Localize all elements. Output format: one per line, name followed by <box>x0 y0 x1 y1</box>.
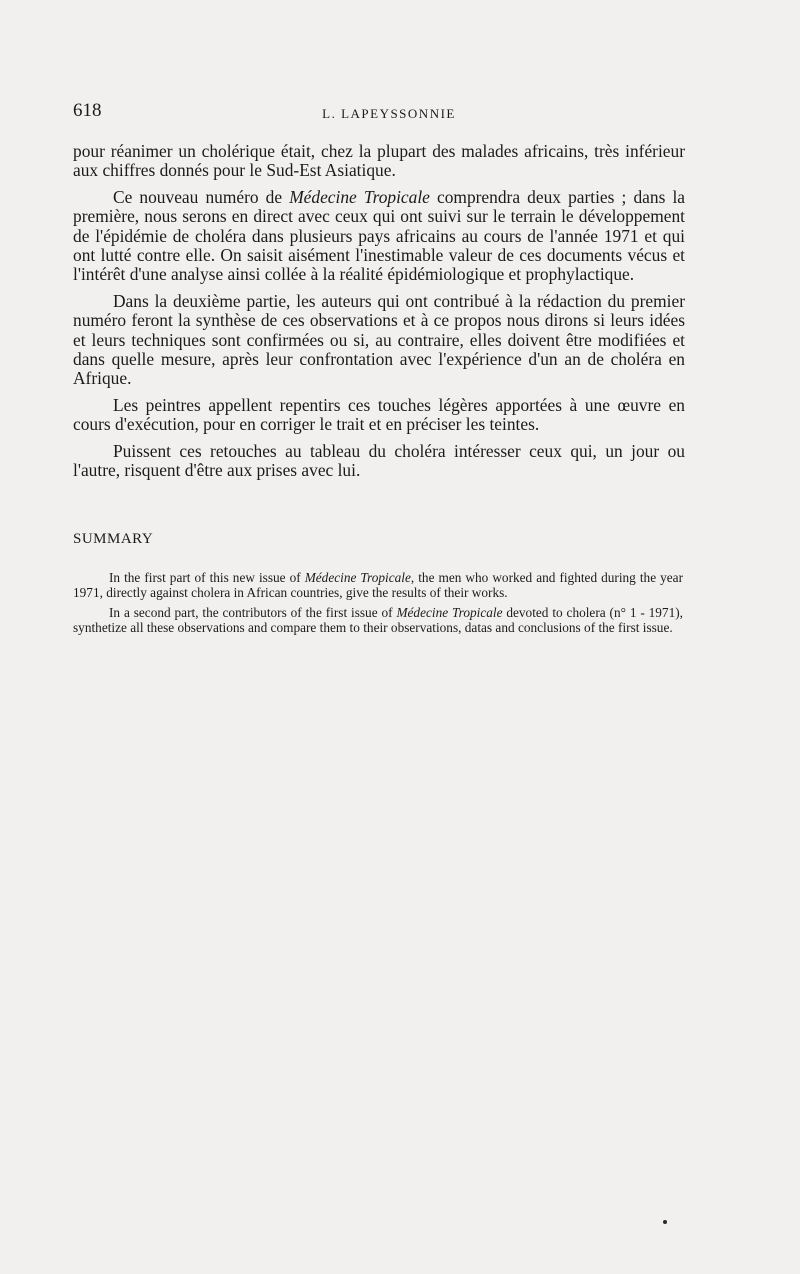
body-text <box>73 142 685 488</box>
paragraph-5: Puissent ces retouches au tableau du choléra intéresser ceux qui, un jour ou l'autre, risquent d'être aux prises avec lui. <box>73 440 685 481</box>
paragraph-2-start: Ce nouveau numéro de <box>113 186 290 207</box>
summary-text <box>73 571 683 641</box>
paragraph-1: pour réanimer un cholérique était, chez la plupart des malades africains, très inférieur aux chiffres donnés pour le Sud-Est Asiatique. <box>73 141 685 181</box>
paragraph-3: Dans la deuxième partie, les auteurs qui ont contribué à la rédaction du premier numéro feront la synthèse de ces observations et à ce propos nous dirons si leurs idées et leurs techniques sont confirmées ou si, au contraire, elles doivent être modifiées et dans quelle mesure, après leur confrontation avec l'expérience d'un an de choléra en Afrique. <box>73 290 685 389</box>
summary-paragraph-1 <box>73 571 683 600</box>
summary-paragraph-2 <box>73 606 683 635</box>
summary-1-rest: , the men who worked and fighted during the year 1971, directly against cholera in African countries, give the results of their works. <box>73 570 683 600</box>
summary-2-rest: devoted to cholera (n° 1 - 1971), synthetize all these observations and compare them to their observations, datas and conclusions of the first issue. <box>73 605 683 635</box>
page-header <box>73 100 685 126</box>
paragraph-2-rest: comprendra deux parties ; dans la première, nous serons en direct avec ceux qui ont suivi sur le terrain le développement de l'épidémie de choléra dans plusieurs pays africains au cours de l'année 1971 et qui ont lutté contre elle. On saisit aisément l'inestimable valeur de ces documents vécus et l'intérêt d'une analyse ainsi collée à la réalité épidémiologique et prophylactique. <box>73 186 685 285</box>
journal-title: Médecine Tropicale <box>289 186 430 207</box>
summary-heading: SUMMARY <box>73 531 154 547</box>
journal-title: Médecine Tropicale <box>396 605 503 621</box>
page-number: 618 <box>73 100 102 121</box>
running-head: L. LAPEYSSONNIE <box>322 106 456 121</box>
summary-2-start: In a second part, the contributors of the first issue of <box>109 605 397 621</box>
paragraph-2 <box>73 188 685 285</box>
journal-title: Médecine Tropicale <box>304 570 411 585</box>
summary-1-start: In the first part of this new issue of <box>109 570 305 585</box>
paragraph-4: Les peintres appellent repentirs ces touches légères apportées à une œuvre en cours d'exécution, pour en corriger le trait et en préciser les teintes. <box>73 394 685 435</box>
speck-mark <box>663 1220 667 1224</box>
